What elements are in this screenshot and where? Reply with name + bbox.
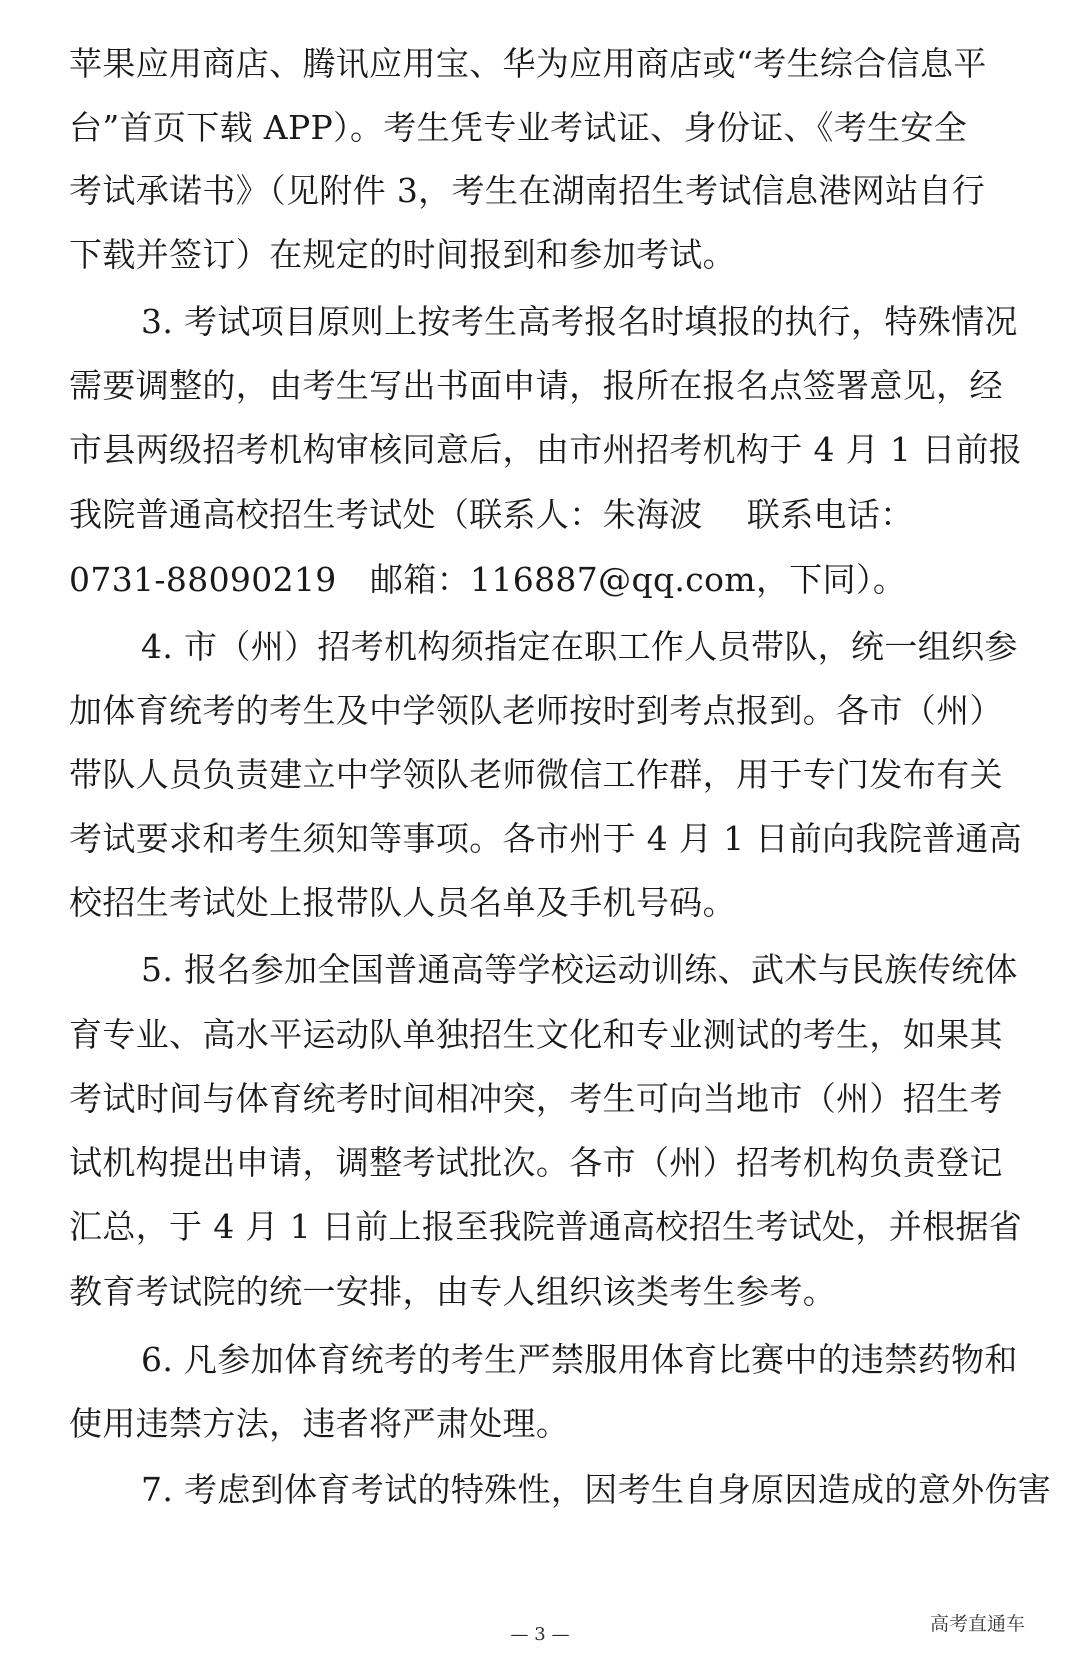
text-line: 苹果应用商店、腾讯应用宝、华为应用商店或“考生综合信息平 [69,44,987,83]
text-line: 带队人员负责建立中学领队老师微信工作群，用于专门发布有关 [69,755,1003,794]
text-line: 需要调整的，由考生写出书面申请，报所在报名点签署意见，经 [69,366,1003,405]
text-line: 试机构提出申请，调整考试批次。各市（州）招考机构负责登记 [69,1143,1003,1182]
text-line: 考试承诺书》（见附件 3，考生在湖南招生考试信息港网站自行 [69,171,986,210]
text-line: 育专业、高水平运动队单独招生文化和专业测试的考生，如果其 [69,1015,1003,1054]
text-line: 加体育统考的考生及中学领队老师按时到考点报到。各市（州） [69,691,1003,730]
text-line: 考试时间与体育统考时间相冲突，考生可向当地市（州）招生考 [69,1079,1003,1118]
text-line: 校招生考试处上报带队人员名单及手机号码。 [69,883,736,922]
paragraph-4-first-line: 4. 市（州）招考机构须指定在职工作人员带队，统一组织参 [141,627,1018,666]
contact-line: 0731-88090219 邮箱：116887@qq.com，下同）。 [69,560,907,599]
text-line: 教育考试院的统一安排，由专人组织该类考生参考。 [69,1272,837,1311]
text-line: 我院普通高校招生考试处（联系人：朱海波 联系电话： [69,495,914,534]
text-line: 台”首页下载 APP）。考生凭专业考试证、身份证、《考生安全 [69,108,968,147]
text-line: 下载并签订）在规定的时间报到和参加考试。 [69,235,736,274]
paragraph-5-first-line: 5. 报名参加全国普通高等学校运动训练、武术与民族传统体 [141,950,1018,989]
text-line: 考试要求和考生须知等事项。各市州于 4 月 1 日前向我院普通高 [69,819,1023,858]
paragraph-7-first-line: 7. 考虑到体育考试的特殊性，因考生自身原因造成的意外伤害 [141,1470,1052,1509]
paragraph-6-first-line: 6. 凡参加体育统考的考生严禁服用体育比赛中的违禁药物和 [141,1340,1018,1379]
text-line: 市县两级招考机构审核同意后，由市州招考机构于 4 月 1 日前报 [69,430,1023,469]
page-number: — 3 — [510,1624,570,1645]
paragraph-3-first-line: 3. 考试项目原则上按考生高考报名时填报的执行，特殊情况 [141,302,1018,341]
watermark: 高考直通车 [930,1613,1026,1635]
text-line: 使用违禁方法，违者将严肃处理。 [69,1404,570,1443]
text-line: 汇总，于 4 月 1 日前上报至我院普通高校招生考试处，并根据省 [69,1207,1023,1246]
